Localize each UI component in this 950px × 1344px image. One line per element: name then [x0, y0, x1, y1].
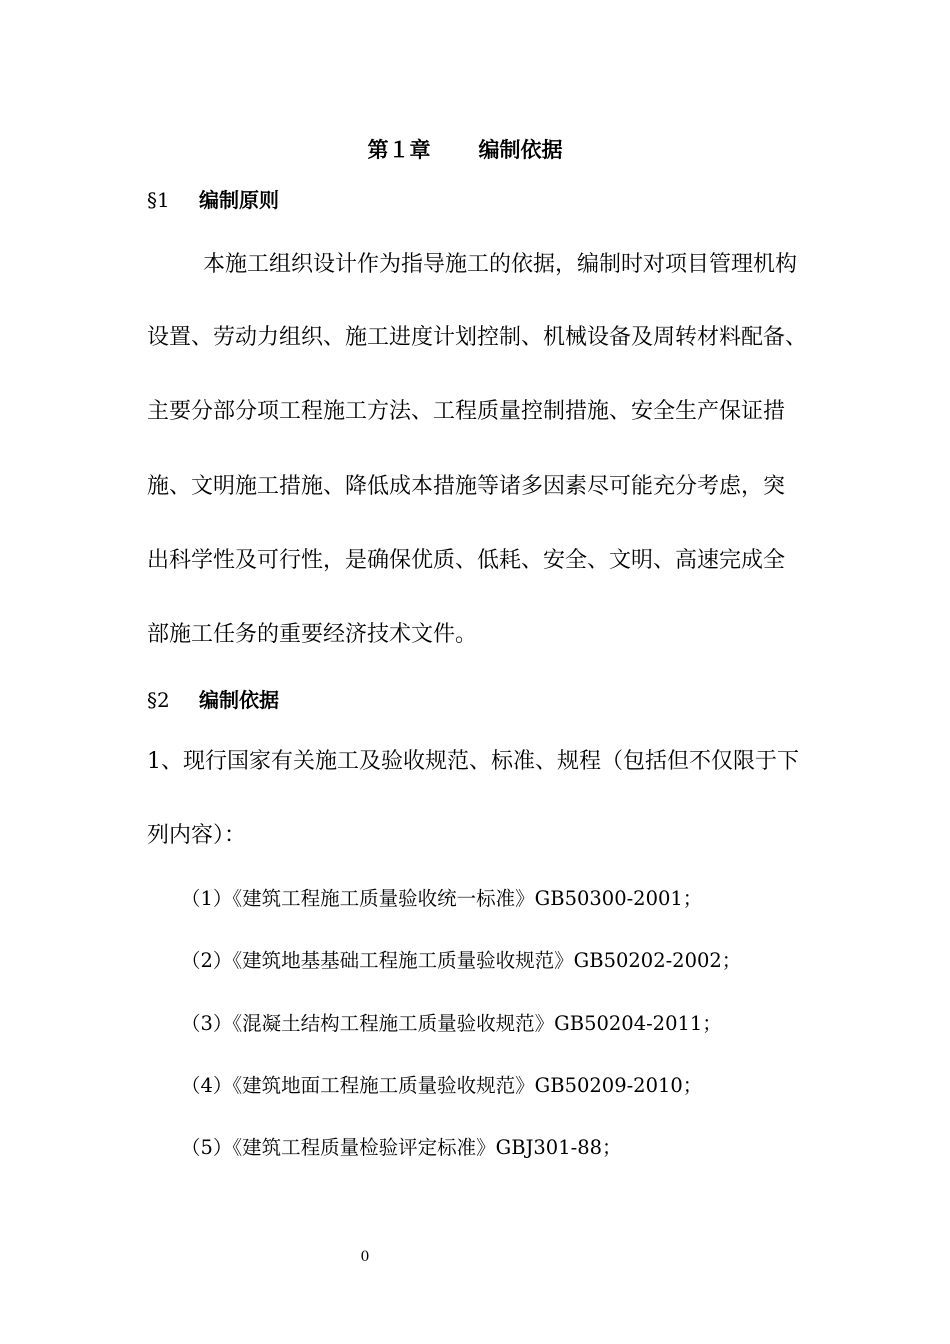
paragraph-line: 出科学性及可行性，是确保优质、低耗、安全、文明、高速完成全	[147, 548, 786, 573]
paragraph-line: 设置、劳动力组织、施工进度计划控制、机械设备及周转材料配备、	[147, 325, 808, 350]
page-number: 0	[360, 1249, 370, 1265]
paragraph-line: 本施工组织设计作为指导施工的依据，编制时对项目管理机构	[203, 252, 798, 277]
chapter-title	[0, 140, 930, 161]
reference-item: （1）《建筑工程施工质量验收统一标准》GB50300-2001；	[181, 887, 703, 910]
reference-item: （5）《建筑工程质量检验评定标准》GBJ301-88；	[181, 1136, 622, 1159]
reference-item: （4）《建筑地面工程施工质量验收规范》GB50209-2010；	[181, 1074, 703, 1097]
paragraph-line: 主要分部分项工程施工方法、工程质量控制措施、安全生产保证措	[147, 399, 786, 424]
reference-item: （2）《建筑地基基础工程施工质量验收规范》GB50202-2002；	[181, 949, 742, 972]
section-title: 编制依据	[199, 688, 279, 712]
section-heading-2	[147, 690, 279, 710]
chapter-name: 编制依据	[478, 138, 563, 162]
section-number: §2	[147, 688, 170, 712]
section-number: §1	[147, 188, 170, 212]
reference-item: （3）《混凝土结构工程施工质量验收规范》GB50204-2011；	[181, 1012, 722, 1035]
paragraph-line: 列内容）：	[147, 823, 247, 848]
paragraph-line: 部施工任务的重要经济技术文件。	[147, 622, 478, 647]
chapter-label: 第１章	[367, 138, 431, 162]
paragraph-line: 施、文明施工措施、降低成本措施等诸多因素尽可能充分考虑，突	[147, 474, 786, 499]
section-title: 编制原则	[199, 188, 279, 212]
section-heading-1	[147, 190, 279, 210]
paragraph-line: 1、现行国家有关施工及验收规范、标准、规程（包括但不仅限于下	[147, 749, 799, 774]
